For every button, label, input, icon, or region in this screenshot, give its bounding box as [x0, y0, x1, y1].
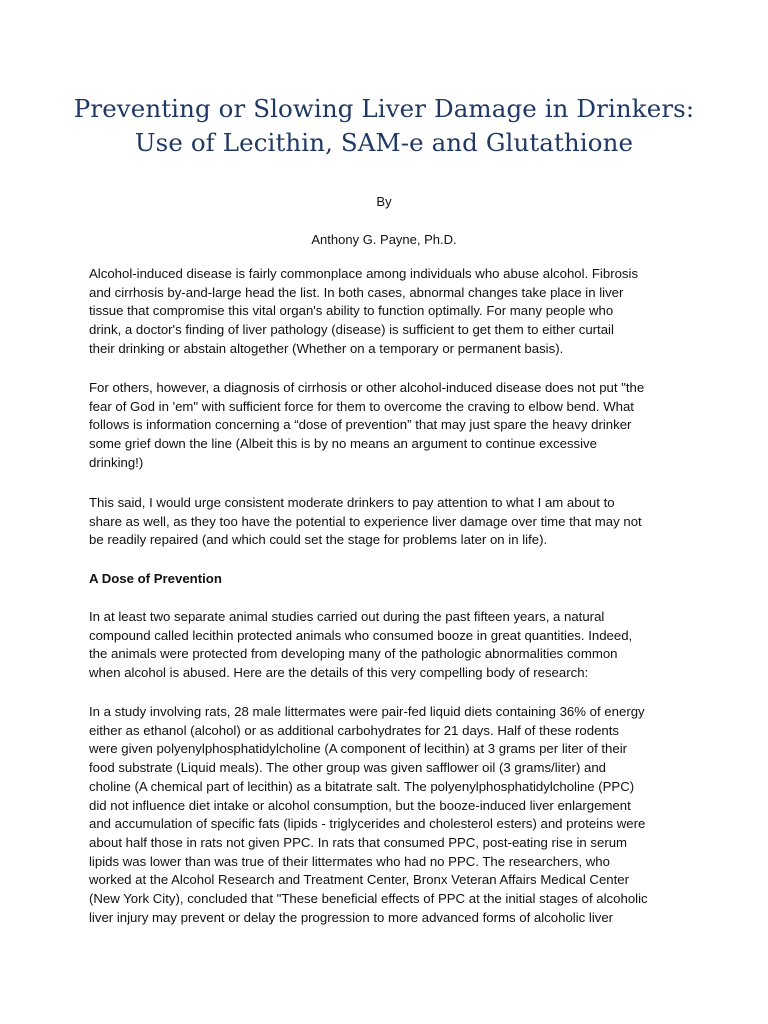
text-line: about half those in rats not given PPC. In rats that consumed PPC, post-eating rise in serum — [89, 834, 628, 850]
title-line-1: Preventing or Slowing Liver Damage in Drinkers: — [73, 94, 695, 123]
by-label: By — [376, 194, 392, 209]
text-line: did not influence diet intake or alcohol consumption, but the booze-induced liver enlargement — [89, 797, 631, 813]
text-line: drink, a doctor's finding of liver pathology (disease) is sufficient to get them to either curtail — [89, 322, 614, 338]
text-line: liver injury may prevent or delay the progression to more advanced forms of alcoholic liver — [89, 909, 614, 925]
text-line: worked at the Alcohol Research and Treatment Center, Bronx Veteran Affairs Medical Center — [89, 872, 630, 888]
text-line: be readily repaired (and which could set the stage for problems later on in life). — [89, 532, 548, 548]
text-line: Alcohol-induced disease is fairly commonplace among individuals who abuse alcohol. Fibrosis — [89, 266, 639, 281]
section-heading: A Dose of Prevention — [89, 571, 222, 586]
text-line: and accumulation of specific fats (lipids - triglycerides and cholesterol esters) and proteins were — [89, 816, 646, 832]
title-line-2: Use of Lecithin, SAM-e and Glutathione — [134, 128, 634, 157]
paragraph-3 — [89, 494, 689, 550]
text-line: choline (A chemical part of lecithin) as a bitatrate salt. The polyenylphosphatidylcholine (PPC) — [89, 778, 635, 794]
text-line: share as well, as they too have the potential to experience liver damage over time that may not — [89, 513, 642, 529]
text-line: compound called lecithin protected animals who consumed booze in great quantities. Indeed, — [89, 627, 633, 643]
text-line: when alcohol is abused. Here are the details of this very compelling body of research: — [89, 665, 589, 681]
section-paragraph-2 — [89, 703, 689, 927]
text-line: lipids was lower than was true of their littermates who had no PPC. The researchers, who — [89, 853, 610, 869]
document-title — [40, 92, 728, 160]
text-line: were given polyenylphosphatidylcholine (A component of lecithin) at 3 grams per liter of their — [89, 741, 628, 757]
text-line: This said, I would urge consistent moderate drinkers to pay attention to what I am about to — [89, 495, 615, 510]
section-paragraph-1 — [89, 608, 689, 683]
text-line: (New York City), concluded that "These beneficial effects of PPC at the initial stages of alcoholic — [89, 891, 648, 907]
text-line: the animals were protected from developing many of the pathologic abnormalities common — [89, 646, 618, 662]
author-name: Anthony G. Payne, Ph.D. — [311, 232, 457, 247]
paragraph-2 — [89, 379, 689, 473]
text-line: tissue that compromise this vital organ's ability to function optimally. For many people who — [89, 303, 614, 319]
text-line: either as ethanol (alcohol) or as additional carbohydrates for 21 days. Half of these rodents — [89, 722, 620, 738]
text-line: drinking!) — [89, 454, 144, 470]
text-line: In a study involving rats, 28 male littermates were pair-fed liquid diets containing 36% of energy — [89, 704, 645, 719]
text-line: follows is information concerning a “dose of prevention” that may just spare the heavy drinker — [89, 417, 632, 433]
text-line: food substrate (Liquid meals). The other group was given safflower oil (3 grams/liter) and — [89, 760, 607, 776]
text-line: some grief down the line (Albeit this is by no means an argument to continue excessive — [89, 436, 597, 452]
text-line: In at least two separate animal studies carried out during the past fifteen years, a natural — [89, 609, 605, 624]
text-line: and cirrhosis by-and-large head the list. In both cases, abnormal changes take place in liver — [89, 284, 624, 300]
text-line: For others, however, a diagnosis of cirrhosis or other alcohol-induced disease does not put "the — [89, 380, 645, 395]
text-line: fear of God in 'em" with sufficient force for them to overcome the craving to elbow bend. What — [89, 398, 634, 414]
paragraph-1 — [89, 265, 689, 359]
text-line: their drinking or abstain altogether (Whether on a temporary or permanent basis). — [89, 340, 564, 356]
